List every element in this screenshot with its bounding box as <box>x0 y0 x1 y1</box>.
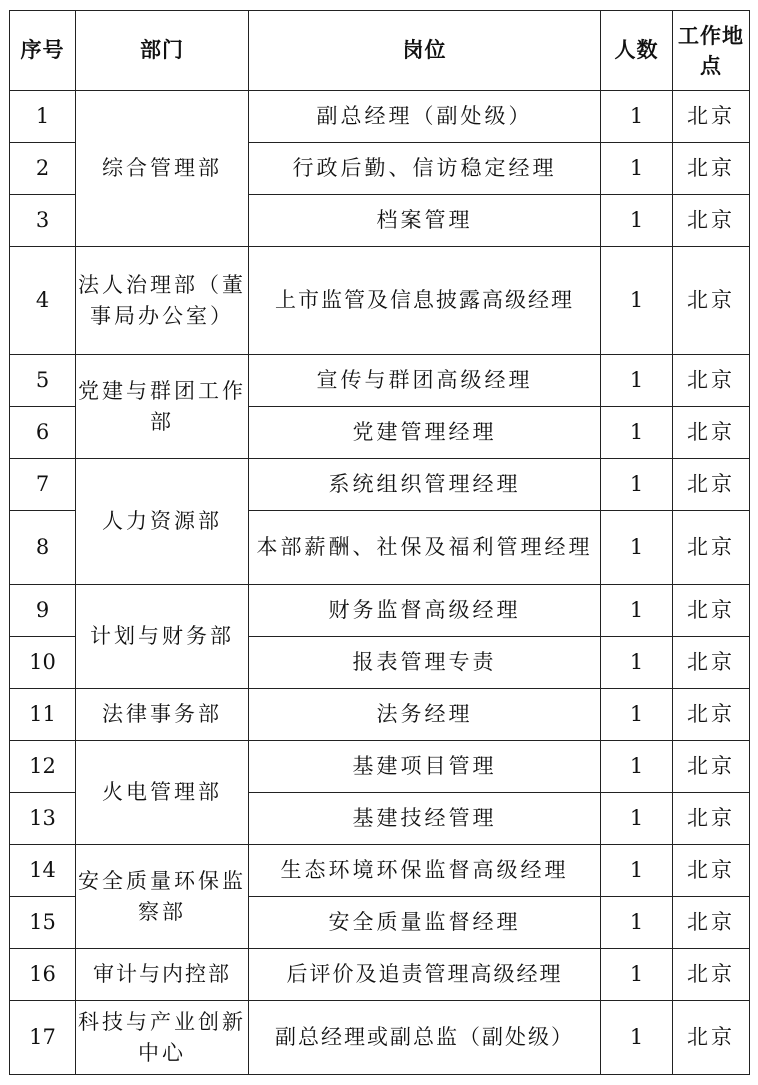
seq-cell: 10 <box>10 637 76 689</box>
count-cell: 1 <box>601 143 673 195</box>
position-cell: 系统组织管理经理 <box>249 459 601 511</box>
table-row <box>10 1001 750 1075</box>
dept-cell: 计划与财务部 <box>76 585 249 689</box>
seq-cell: 4 <box>10 247 76 355</box>
position-cell: 基建项目管理 <box>249 741 601 793</box>
position-cell: 生态环境环保监督高级经理 <box>249 845 601 897</box>
count-cell: 1 <box>601 741 673 793</box>
location-cell: 北京 <box>673 897 750 949</box>
location-cell: 北京 <box>673 689 750 741</box>
table-row <box>10 585 750 637</box>
table-row <box>10 741 750 793</box>
location-cell: 北京 <box>673 1001 750 1075</box>
position-cell: 上市监管及信息披露高级经理 <box>249 247 601 355</box>
position-cell: 基建技经管理 <box>249 793 601 845</box>
position-cell: 宣传与群团高级经理 <box>249 355 601 407</box>
count-cell: 1 <box>601 511 673 585</box>
count-cell: 1 <box>601 355 673 407</box>
dept-cell: 科技与产业创新中心 <box>76 1001 249 1075</box>
seq-cell: 5 <box>10 355 76 407</box>
table-row <box>10 355 750 407</box>
location-cell: 北京 <box>673 949 750 1001</box>
header-seq: 序号 <box>10 11 76 91</box>
position-cell: 档案管理 <box>249 195 601 247</box>
header-dept: 部门 <box>76 11 249 91</box>
seq-cell: 14 <box>10 845 76 897</box>
header-position: 岗位 <box>249 11 601 91</box>
seq-cell: 16 <box>10 949 76 1001</box>
header-row <box>10 11 750 91</box>
position-cell: 本部薪酬、社保及福利管理经理 <box>249 511 601 585</box>
seq-cell: 8 <box>10 511 76 585</box>
table-row <box>10 247 750 355</box>
location-cell: 北京 <box>673 459 750 511</box>
location-cell: 北京 <box>673 355 750 407</box>
count-cell: 1 <box>601 585 673 637</box>
position-cell: 副总经理（副处级） <box>249 91 601 143</box>
location-cell: 北京 <box>673 793 750 845</box>
dept-cell: 审计与内控部 <box>76 949 249 1001</box>
count-cell: 1 <box>601 949 673 1001</box>
table-row <box>10 845 750 897</box>
seq-cell: 7 <box>10 459 76 511</box>
location-cell: 北京 <box>673 741 750 793</box>
seq-cell: 12 <box>10 741 76 793</box>
position-cell: 后评价及追责管理高级经理 <box>249 949 601 1001</box>
seq-cell: 2 <box>10 143 76 195</box>
dept-cell: 人力资源部 <box>76 459 249 585</box>
count-cell: 1 <box>601 247 673 355</box>
position-cell: 财务监督高级经理 <box>249 585 601 637</box>
seq-cell: 6 <box>10 407 76 459</box>
dept-cell: 法律事务部 <box>76 689 249 741</box>
count-cell: 1 <box>601 91 673 143</box>
position-cell: 法务经理 <box>249 689 601 741</box>
table-row <box>10 689 750 741</box>
header-count: 人数 <box>601 11 673 91</box>
location-cell: 北京 <box>673 247 750 355</box>
location-cell: 北京 <box>673 407 750 459</box>
header-location: 工作地点 <box>673 11 750 91</box>
location-cell: 北京 <box>673 195 750 247</box>
location-cell: 北京 <box>673 143 750 195</box>
dept-cell: 安全质量环保监察部 <box>76 845 249 949</box>
table-row <box>10 459 750 511</box>
dept-cell: 综合管理部 <box>76 91 249 247</box>
count-cell: 1 <box>601 637 673 689</box>
location-cell: 北京 <box>673 91 750 143</box>
count-cell: 1 <box>601 897 673 949</box>
position-cell: 党建管理经理 <box>249 407 601 459</box>
position-cell: 副总经理或副总监（副处级） <box>249 1001 601 1075</box>
dept-cell: 火电管理部 <box>76 741 249 845</box>
count-cell: 1 <box>601 459 673 511</box>
recruitment-table <box>9 10 750 1075</box>
count-cell: 1 <box>601 195 673 247</box>
seq-cell: 17 <box>10 1001 76 1075</box>
count-cell: 1 <box>601 1001 673 1075</box>
dept-cell: 法人治理部（董事局办公室） <box>76 247 249 355</box>
seq-cell: 1 <box>10 91 76 143</box>
seq-cell: 13 <box>10 793 76 845</box>
count-cell: 1 <box>601 689 673 741</box>
seq-cell: 15 <box>10 897 76 949</box>
count-cell: 1 <box>601 845 673 897</box>
table-row <box>10 91 750 143</box>
count-cell: 1 <box>601 407 673 459</box>
table-row <box>10 949 750 1001</box>
location-cell: 北京 <box>673 585 750 637</box>
location-cell: 北京 <box>673 511 750 585</box>
position-cell: 安全质量监督经理 <box>249 897 601 949</box>
seq-cell: 3 <box>10 195 76 247</box>
seq-cell: 11 <box>10 689 76 741</box>
position-cell: 行政后勤、信访稳定经理 <box>249 143 601 195</box>
location-cell: 北京 <box>673 637 750 689</box>
location-cell: 北京 <box>673 845 750 897</box>
seq-cell: 9 <box>10 585 76 637</box>
count-cell: 1 <box>601 793 673 845</box>
dept-cell: 党建与群团工作部 <box>76 355 249 459</box>
position-cell: 报表管理专责 <box>249 637 601 689</box>
